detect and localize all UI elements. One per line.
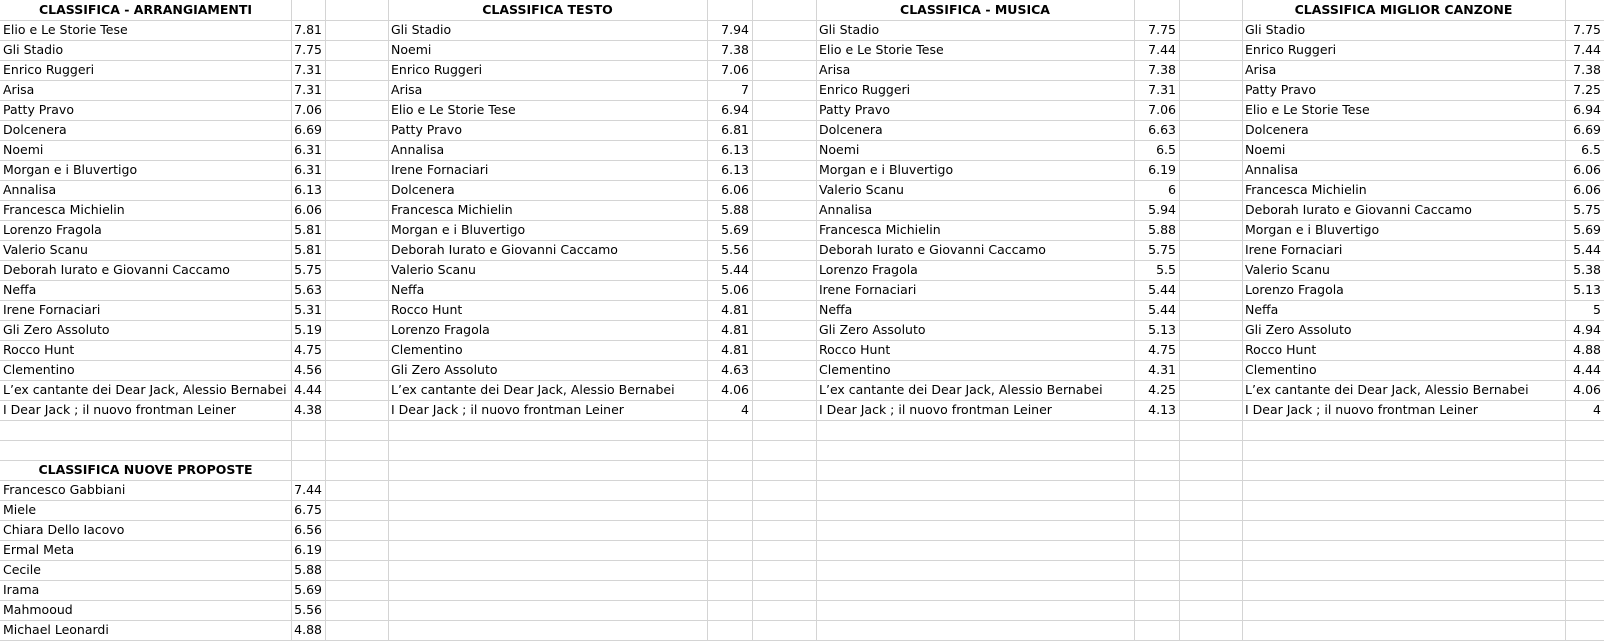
- score-cell[interactable]: 5.44: [1148, 282, 1176, 297]
- artist-name-cell[interactable]: Francesca Michielin: [819, 222, 941, 237]
- score-cell[interactable]: 5.69: [721, 222, 749, 237]
- artist-name-cell[interactable]: Clementino: [391, 342, 463, 357]
- ranking-table: [0, 460, 325, 640]
- artist-name-cell[interactable]: Valerio Scanu: [3, 242, 88, 257]
- score-cell[interactable]: 6.06: [294, 202, 322, 217]
- score-cell[interactable]: 7.06: [721, 62, 749, 77]
- score-cell[interactable]: 5.06: [721, 282, 749, 297]
- score-cell[interactable]: 5.31: [294, 302, 322, 317]
- artist-name-cell[interactable]: Enrico Ruggeri: [391, 62, 483, 77]
- score-cell[interactable]: 5.56: [721, 242, 749, 257]
- score-cell[interactable]: 7.38: [721, 42, 749, 57]
- score-cell[interactable]: 5.88: [294, 562, 322, 577]
- artist-name-cell[interactable]: Gli Stadio: [391, 22, 452, 37]
- score-cell[interactable]: 7.31: [294, 82, 322, 97]
- score-cell[interactable]: 6.19: [1148, 162, 1176, 177]
- artist-name-cell[interactable]: Annalisa: [1245, 162, 1299, 177]
- artist-name-cell[interactable]: Deborah Iurato e Giovanni Caccamo: [3, 262, 230, 277]
- artist-name-cell[interactable]: Patty Pravo: [391, 122, 462, 137]
- artist-name-cell[interactable]: Irene Fornaciari: [819, 282, 917, 297]
- artist-name-cell[interactable]: Enrico Ruggeri: [1245, 42, 1337, 57]
- score-cell[interactable]: 4.63: [721, 362, 749, 377]
- artist-name-cell[interactable]: Annalisa: [3, 182, 57, 197]
- score-cell[interactable]: 4.31: [1148, 362, 1176, 377]
- artist-name-cell[interactable]: Francesca Michielin: [3, 202, 125, 217]
- score-cell[interactable]: 6.81: [721, 122, 749, 137]
- artist-name-cell[interactable]: Neffa: [391, 282, 425, 297]
- artist-name-cell[interactable]: Francesca Michielin: [391, 202, 513, 217]
- score-cell[interactable]: 5.13: [1148, 322, 1176, 337]
- artist-name-cell[interactable]: Deborah Iurato e Giovanni Caccamo: [391, 242, 618, 257]
- score-cell[interactable]: 5.5: [1156, 262, 1176, 277]
- artist-name-cell[interactable]: Enrico Ruggeri: [819, 82, 911, 97]
- artist-name-cell[interactable]: Lorenzo Fragola: [3, 222, 102, 237]
- score-cell[interactable]: 7.44: [1573, 42, 1601, 57]
- score-cell[interactable]: 7.75: [1573, 22, 1601, 37]
- score-cell[interactable]: 4.81: [721, 302, 749, 317]
- score-cell[interactable]: 6.13: [721, 142, 749, 157]
- ranking-table: [0, 0, 325, 420]
- score-cell[interactable]: 5.63: [294, 282, 322, 297]
- score-cell[interactable]: 5.88: [721, 202, 749, 217]
- artist-name-cell[interactable]: Deborah Iurato e Giovanni Caccamo: [1245, 202, 1472, 217]
- score-cell[interactable]: 7.38: [1573, 62, 1601, 77]
- score-cell[interactable]: 4.38: [294, 402, 322, 417]
- score-cell[interactable]: 5: [1593, 302, 1601, 317]
- artist-name-cell[interactable]: Elio e Le Storie Tese: [3, 22, 128, 37]
- artist-name-cell[interactable]: Dolcenera: [1245, 122, 1309, 137]
- score-cell[interactable]: 7.75: [294, 42, 322, 57]
- artist-name-cell[interactable]: Valerio Scanu: [1245, 262, 1330, 277]
- artist-name-cell[interactable]: Arisa: [3, 82, 35, 97]
- artist-name-cell[interactable]: Clementino: [1245, 362, 1317, 377]
- artist-name-cell[interactable]: Noemi: [391, 42, 432, 57]
- artist-name-cell[interactable]: L’ex cantante dei Dear Jack, Alessio Bernabei: [3, 382, 287, 397]
- artist-name-cell[interactable]: Irama: [3, 582, 40, 597]
- artist-name-cell[interactable]: Enrico Ruggeri: [3, 62, 95, 77]
- ranking-table: [816, 0, 1179, 420]
- score-cell[interactable]: 6.69: [294, 122, 322, 137]
- artist-name-cell[interactable]: Noemi: [3, 142, 44, 157]
- ranking-title[interactable]: CLASSIFICA - MUSICA: [900, 2, 1050, 17]
- score-cell[interactable]: 7.31: [1148, 82, 1176, 97]
- artist-name-cell[interactable]: Valerio Scanu: [819, 182, 904, 197]
- score-cell[interactable]: 5.81: [294, 242, 322, 257]
- score-cell[interactable]: 6.94: [1573, 102, 1601, 117]
- score-cell[interactable]: 6.63: [1148, 122, 1176, 137]
- ranking-title[interactable]: CLASSIFICA NUOVE PROPOSTE: [38, 462, 253, 477]
- artist-name-cell[interactable]: Neffa: [3, 282, 37, 297]
- score-cell[interactable]: 4.06: [721, 382, 749, 397]
- artist-name-cell[interactable]: Elio e Le Storie Tese: [819, 42, 944, 57]
- artist-name-cell[interactable]: Mahmooud: [3, 602, 73, 617]
- artist-name-cell[interactable]: Rocco Hunt: [819, 342, 891, 357]
- score-cell[interactable]: 6.94: [721, 102, 749, 117]
- artist-name-cell[interactable]: I Dear Jack ; il nuovo frontman Leiner: [1245, 402, 1478, 417]
- score-cell[interactable]: 5.38: [1573, 262, 1601, 277]
- score-cell[interactable]: 4.88: [1573, 342, 1601, 357]
- score-cell[interactable]: 6.13: [294, 182, 322, 197]
- score-cell[interactable]: 5.44: [1573, 242, 1601, 257]
- artist-name-cell[interactable]: Cecile: [3, 562, 41, 577]
- artist-name-cell[interactable]: Deborah Iurato e Giovanni Caccamo: [819, 242, 1046, 257]
- score-cell[interactable]: 6.13: [721, 162, 749, 177]
- score-cell[interactable]: 5.44: [1148, 302, 1176, 317]
- artist-name-cell[interactable]: Ermal Meta: [3, 542, 75, 557]
- score-cell[interactable]: 4: [1593, 402, 1601, 417]
- artist-name-cell[interactable]: Gli Stadio: [3, 42, 64, 57]
- score-cell[interactable]: 4.13: [1148, 402, 1176, 417]
- artist-name-cell[interactable]: Annalisa: [819, 202, 873, 217]
- score-cell[interactable]: 5.13: [1573, 282, 1601, 297]
- artist-name-cell[interactable]: Rocco Hunt: [391, 302, 463, 317]
- score-cell[interactable]: 4.25: [1148, 382, 1176, 397]
- artist-name-cell[interactable]: Arisa: [1245, 62, 1277, 77]
- artist-name-cell[interactable]: Morgan e i Bluvertigo: [1245, 222, 1380, 237]
- ranking-title[interactable]: CLASSIFICA - ARRANGIAMENTI: [38, 2, 253, 17]
- artist-name-cell[interactable]: Rocco Hunt: [3, 342, 75, 357]
- artist-name-cell[interactable]: Gli Stadio: [819, 22, 880, 37]
- score-cell[interactable]: 4.44: [294, 382, 322, 397]
- score-cell[interactable]: 6.5: [1156, 142, 1176, 157]
- artist-name-cell[interactable]: Francesca Michielin: [1245, 182, 1367, 197]
- artist-name-cell[interactable]: I Dear Jack ; il nuovo frontman Leiner: [391, 402, 624, 417]
- artist-name-cell[interactable]: Irene Fornaciari: [391, 162, 489, 177]
- artist-name-cell[interactable]: Arisa: [819, 62, 851, 77]
- score-cell[interactable]: 5.75: [294, 262, 322, 277]
- artist-name-cell[interactable]: Morgan e i Bluvertigo: [819, 162, 954, 177]
- score-cell[interactable]: 6.75: [294, 502, 322, 517]
- score-cell[interactable]: 7.06: [1148, 102, 1176, 117]
- score-cell[interactable]: 5.94: [1148, 202, 1176, 217]
- artist-name-cell[interactable]: Irene Fornaciari: [1245, 242, 1343, 257]
- artist-name-cell[interactable]: L’ex cantante dei Dear Jack, Alessio Bernabei: [391, 382, 675, 397]
- artist-name-cell[interactable]: Dolcenera: [819, 122, 883, 137]
- score-cell[interactable]: 7.44: [1148, 42, 1176, 57]
- artist-name-cell[interactable]: Rocco Hunt: [1245, 342, 1317, 357]
- artist-name-cell[interactable]: Noemi: [1245, 142, 1286, 157]
- row-gridline: [0, 440, 1604, 441]
- artist-name-cell[interactable]: Michael Leonardi: [3, 622, 109, 637]
- score-cell[interactable]: 4.56: [294, 362, 322, 377]
- score-cell[interactable]: 7.75: [1148, 22, 1176, 37]
- score-cell[interactable]: 7.38: [1148, 62, 1176, 77]
- artist-name-cell[interactable]: Francesco Gabbiani: [3, 482, 126, 497]
- score-cell[interactable]: 7: [741, 82, 749, 97]
- artist-name-cell[interactable]: I Dear Jack ; il nuovo frontman Leiner: [819, 402, 1052, 417]
- artist-name-cell[interactable]: L’ex cantante dei Dear Jack, Alessio Bernabei: [819, 382, 1103, 397]
- score-cell[interactable]: 5.75: [1573, 202, 1601, 217]
- artist-name-cell[interactable]: Lorenzo Fragola: [819, 262, 918, 277]
- score-cell[interactable]: 6.31: [294, 162, 322, 177]
- score-cell[interactable]: 6.56: [294, 522, 322, 537]
- score-cell[interactable]: 5.56: [294, 602, 322, 617]
- artist-name-cell[interactable]: Gli Zero Assoluto: [391, 362, 498, 377]
- artist-name-cell[interactable]: Arisa: [391, 82, 423, 97]
- score-cell[interactable]: 4.44: [1573, 362, 1601, 377]
- score-cell[interactable]: 6.19: [294, 542, 322, 557]
- artist-name-cell[interactable]: Patty Pravo: [3, 102, 74, 117]
- score-cell[interactable]: 5.69: [294, 582, 322, 597]
- artist-name-cell[interactable]: Lorenzo Fragola: [391, 322, 490, 337]
- score-cell[interactable]: 5.19: [294, 322, 322, 337]
- score-cell[interactable]: 7.94: [721, 22, 749, 37]
- score-cell[interactable]: 4.75: [1148, 342, 1176, 357]
- artist-name-cell[interactable]: Dolcenera: [391, 182, 455, 197]
- artist-name-cell[interactable]: Miele: [3, 502, 37, 517]
- artist-name-cell[interactable]: Morgan e i Bluvertigo: [3, 162, 138, 177]
- artist-name-cell[interactable]: Clementino: [3, 362, 75, 377]
- score-cell[interactable]: 4.75: [294, 342, 322, 357]
- ranking-table: [1242, 0, 1604, 420]
- score-cell[interactable]: 4.94: [1573, 322, 1601, 337]
- score-cell[interactable]: 7.06: [294, 102, 322, 117]
- artist-name-cell[interactable]: Neffa: [819, 302, 853, 317]
- artist-name-cell[interactable]: Annalisa: [391, 142, 445, 157]
- artist-name-cell[interactable]: Morgan e i Bluvertigo: [391, 222, 526, 237]
- score-cell[interactable]: 5.69: [1573, 222, 1601, 237]
- artist-name-cell[interactable]: I Dear Jack ; il nuovo frontman Leiner: [3, 402, 236, 417]
- row-gridline: [0, 420, 1604, 421]
- artist-name-cell[interactable]: Elio e Le Storie Tese: [391, 102, 516, 117]
- artist-name-cell[interactable]: Neffa: [1245, 302, 1279, 317]
- artist-name-cell[interactable]: Gli Zero Assoluto: [1245, 322, 1352, 337]
- score-cell[interactable]: 7.81: [294, 22, 322, 37]
- score-cell[interactable]: 6.06: [1573, 162, 1601, 177]
- artist-name-cell[interactable]: Gli Zero Assoluto: [3, 322, 110, 337]
- score-cell[interactable]: 4.81: [721, 322, 749, 337]
- artist-name-cell[interactable]: Clementino: [819, 362, 891, 377]
- score-cell[interactable]: 6.5: [1581, 142, 1601, 157]
- score-cell[interactable]: 7.44: [294, 482, 322, 497]
- artist-name-cell[interactable]: L’ex cantante dei Dear Jack, Alessio Bernabei: [1245, 382, 1529, 397]
- score-cell[interactable]: 7.31: [294, 62, 322, 77]
- artist-name-cell[interactable]: Gli Zero Assoluto: [819, 322, 926, 337]
- score-cell[interactable]: 6.31: [294, 142, 322, 157]
- score-cell[interactable]: 5.75: [1148, 242, 1176, 257]
- artist-name-cell[interactable]: Noemi: [819, 142, 860, 157]
- artist-name-cell[interactable]: Elio e Le Storie Tese: [1245, 102, 1370, 117]
- artist-name-cell[interactable]: Chiara Dello Iacovo: [3, 522, 125, 537]
- score-cell[interactable]: 6: [1168, 182, 1176, 197]
- score-cell[interactable]: 5.81: [294, 222, 322, 237]
- artist-name-cell[interactable]: Irene Fornaciari: [3, 302, 101, 317]
- score-cell[interactable]: 6.69: [1573, 122, 1601, 137]
- ranking-title[interactable]: CLASSIFICA TESTO: [482, 2, 613, 17]
- score-cell[interactable]: 6.06: [721, 182, 749, 197]
- artist-name-cell[interactable]: Patty Pravo: [1245, 82, 1316, 97]
- artist-name-cell[interactable]: Valerio Scanu: [391, 262, 476, 277]
- score-cell[interactable]: 5.44: [721, 262, 749, 277]
- artist-name-cell[interactable]: Dolcenera: [3, 122, 67, 137]
- score-cell[interactable]: 5.88: [1148, 222, 1176, 237]
- artist-name-cell[interactable]: Gli Stadio: [1245, 22, 1306, 37]
- score-cell[interactable]: 4.06: [1573, 382, 1601, 397]
- ranking-table: [388, 0, 752, 420]
- score-cell[interactable]: 6.06: [1573, 182, 1601, 197]
- ranking-title[interactable]: CLASSIFICA MIGLIOR CANZONE: [1294, 2, 1513, 17]
- score-cell[interactable]: 4: [741, 402, 749, 417]
- artist-name-cell[interactable]: Patty Pravo: [819, 102, 890, 117]
- score-cell[interactable]: 4.88: [294, 622, 322, 637]
- artist-name-cell[interactable]: Lorenzo Fragola: [1245, 282, 1344, 297]
- score-cell[interactable]: 7.25: [1573, 82, 1601, 97]
- score-cell[interactable]: 4.81: [721, 342, 749, 357]
